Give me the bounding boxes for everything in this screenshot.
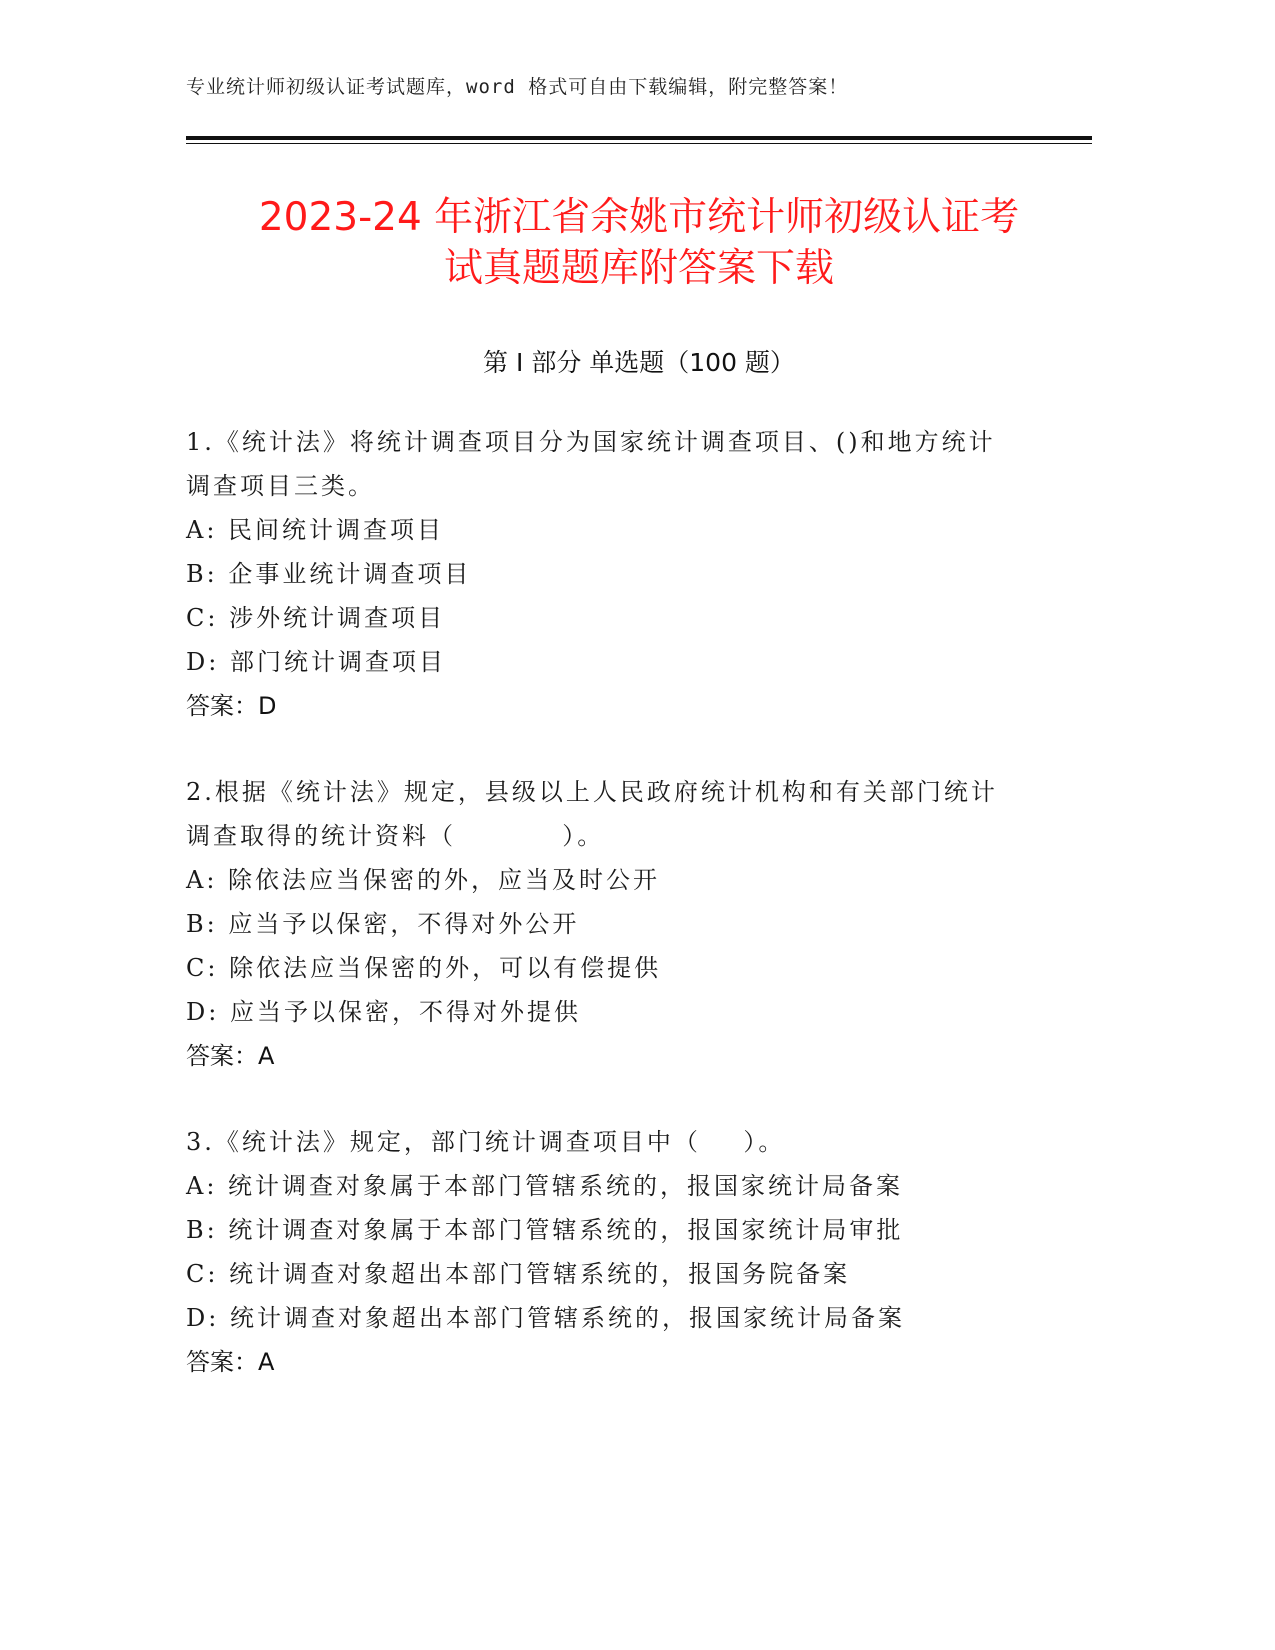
option-c: C: 除依法应当保密的外，可以有偿提供 [186,954,662,982]
option-b: B: 企事业统计调查项目 [186,560,472,588]
option-b: B: 统计调查对象属于本部门管辖系统的，报国家统计局审批 [186,1216,904,1244]
question-1 [186,420,1092,728]
header-note: 专业统计师初级认证考试题库，word 格式可自由下载编辑，附完整答案！ [186,76,849,98]
question-stem-line: 2.根据《统计法》规定，县级以上人民政府统计机构和有关部门统计 [186,778,998,806]
section-title: 第 I 部分 单选题（100 题） [483,348,795,377]
header-rule-thin [186,143,1092,144]
option-d: D: 统计调查对象超出本部门管辖系统的，报国家统计局备案 [186,1304,905,1332]
option-a: A: 统计调查对象属于本部门管辖系统的，报国家统计局备案 [186,1172,904,1200]
question-list [186,420,1092,1426]
option-b: B: 应当予以保密，不得对外公开 [186,910,580,938]
document-title-line1: 2023-24 年浙江省余姚市统计师初级认证考 [258,195,1020,240]
document-title-line2: 试真题题库附答案下载 [443,246,834,291]
question-stem-line: 调查项目三类。 [186,472,375,500]
option-a: A: 除依法应当保密的外，应当及时公开 [186,866,661,894]
answer: 答案：D [186,692,277,720]
question-stem-line: 调查取得的统计资料（ ）。 [186,822,605,850]
option-c: C: 统计调查对象超出本部门管辖系统的，报国务院备案 [186,1260,851,1288]
question-2 [186,770,1092,1078]
option-a: A: 民间统计调查项目 [186,516,445,544]
question-stem-line: 1.《统计法》将统计调查项目分为国家统计调查项目、()和地方统计 [186,428,996,456]
question-3 [186,1120,1092,1384]
header-rule-thick [186,136,1092,140]
document-title [186,192,1092,294]
question-stem-line: 3.《统计法》规定，部门统计调查项目中（ ）。 [186,1128,786,1156]
option-d: D: 应当予以保密，不得对外提供 [186,998,581,1026]
option-c: C: 涉外统计调查项目 [186,604,446,632]
option-d: D: 部门统计调查项目 [186,648,446,676]
answer: 答案：A [186,1042,275,1070]
answer: 答案：A [186,1348,275,1376]
